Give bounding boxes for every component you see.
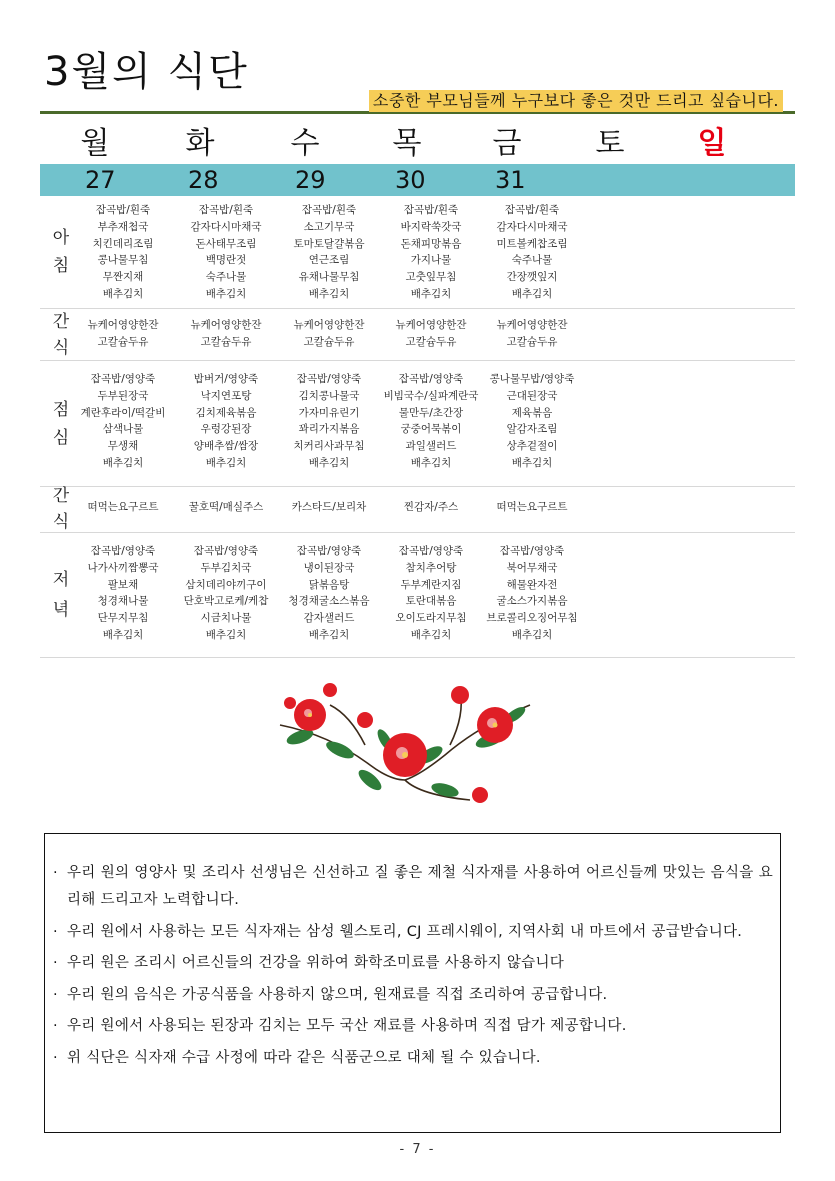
menu-item: 청경채나물	[97, 595, 149, 608]
menu-item: 잡곡밥/영양죽	[90, 545, 156, 557]
menu-item: 잡곡밥/영양죽	[398, 373, 464, 385]
menu-item: 배추김치	[205, 628, 247, 641]
menu-item: 굴소스가지볶음	[496, 595, 568, 608]
menu-cell	[274, 499, 384, 516]
section-dinner	[40, 533, 795, 658]
menu-cell	[274, 317, 384, 351]
menu-item: 숙주나물	[511, 254, 553, 267]
menu-item: 상추겉절이	[506, 440, 558, 453]
menu-item: 잡곡밥/흰죽	[198, 204, 254, 216]
meal-label: 저	[52, 570, 70, 590]
meal-label: 아	[52, 228, 70, 248]
date-thu: 30	[395, 166, 426, 194]
menu-item: 두부김치국	[200, 561, 252, 574]
menu-cell	[274, 371, 384, 472]
menu-item: 백명란젓	[205, 254, 247, 267]
menu-cell	[171, 317, 281, 351]
menu-item: 간장깻잎지	[506, 271, 558, 284]
day-sat: 토	[595, 126, 625, 161]
day-fri: 금	[492, 126, 522, 161]
section-lunch	[40, 361, 795, 487]
menu-item: 고칼슘두유	[405, 335, 457, 348]
date-fri: 31	[495, 166, 526, 194]
menu-item: 잡곡밥/영양죽	[296, 373, 362, 385]
menu-item: 감자샐러드	[303, 612, 355, 625]
menu-item: 시금치나물	[200, 612, 252, 625]
menu-item: 치커리사과무침	[293, 440, 365, 453]
day-wed: 수	[290, 126, 320, 161]
menu-item: 잡곡밥/흰죽	[95, 204, 151, 216]
menu-item: 잡곡밥/흰죽	[301, 204, 357, 216]
meal-label: 간	[52, 312, 70, 332]
menu-item: 뉴케어영양한잔	[190, 319, 262, 331]
meal-label: 식	[52, 338, 70, 358]
menu-item: 잡곡밥/영양죽	[499, 545, 565, 557]
menu-item: 고칼슘두유	[97, 335, 149, 348]
menu-item: 돈채피망볶음	[400, 237, 462, 250]
menu-item: 떠먹는요구르트	[496, 501, 568, 513]
menu-item: 고칼슘두유	[200, 335, 252, 348]
menu-item: 연근조림	[308, 254, 350, 267]
menu-item: 배추김치	[511, 628, 553, 641]
menu-item: 해물완자전	[506, 578, 558, 591]
menu-item: 과일샐러드	[405, 440, 457, 453]
menu-item: 삼치데리야끼구이	[185, 578, 267, 591]
menu-item: 우렁강된장	[200, 423, 252, 436]
menu-item: 비빔국수/실파계란국	[383, 389, 479, 402]
subtitle-bar	[40, 84, 795, 114]
menu-item: 고춧잎무침	[405, 271, 457, 284]
menu-item: 배추김치	[205, 456, 247, 469]
menu-cell	[376, 202, 486, 303]
menu-item: 토마토달걀볶음	[293, 237, 365, 250]
menu-item: 배추김치	[308, 628, 350, 641]
notice-item: · 우리 원에서 사용되는 된장과 김치는 모두 국산 재료를 사용하며 직접 담가 제공합니다.	[53, 1018, 627, 1034]
menu-item: 토란대볶음	[405, 595, 457, 608]
menu-item: 알감자조림	[506, 423, 558, 436]
menu-item: 배추김치	[102, 287, 144, 300]
menu-cell	[68, 371, 178, 472]
notice-item: · 우리 원의 음식은 가공식품을 사용하지 않으며, 원재료를 직접 조리하여 공급합니다.	[53, 986, 608, 1003]
section-snack-morning	[40, 309, 795, 361]
notice-box	[44, 833, 781, 1133]
menu-item: 배추김치	[102, 456, 144, 469]
day-thu: 목	[392, 126, 422, 161]
meal-label: 식	[52, 512, 70, 532]
day-tue: 화	[185, 126, 215, 161]
menu-item: 감자다시마채국	[190, 220, 262, 233]
menu-item: 북어무채국	[506, 561, 558, 574]
menu-item: 단호박고로케/케찹	[183, 595, 269, 608]
menu-item: 치킨데리조림	[92, 237, 154, 250]
notice-item: · 위 식단은 식자재 수급 사정에 따라 같은 식품군으로 대체 될 수 있습니다.	[53, 1049, 541, 1066]
menu-cell	[68, 202, 178, 303]
menu-item: 배추김치	[410, 456, 452, 469]
menu-item: 잡곡밥/영양죽	[90, 373, 156, 385]
menu-cell	[376, 499, 486, 516]
notice-item: · 우리 원은 조리시 어르신들의 건강을 위하여 화학조미료를 사용하지 않습니다	[53, 955, 565, 971]
menu-item: 잡곡밥/영양죽	[193, 545, 259, 557]
menu-item: 콩나물무밥/영양죽	[489, 373, 575, 385]
menu-item: 꽈리가지볶음	[298, 423, 360, 436]
menu-item: 낙지연포탕	[200, 389, 252, 402]
menu-item: 삼색나물	[102, 423, 144, 436]
menu-cell	[376, 317, 486, 351]
menu-item: 잡곡밥/영양죽	[296, 545, 362, 557]
menu-cell	[477, 371, 587, 472]
menu-cell	[68, 543, 178, 644]
menu-item: 청경채굴소스볶음	[288, 595, 370, 608]
menu-cell	[171, 202, 281, 303]
date-mon: 27	[85, 166, 116, 194]
weekday-header	[40, 124, 795, 164]
menu-item: 고칼슘두유	[506, 335, 558, 348]
menu-item: 냉이된장국	[303, 561, 355, 574]
menu-item: 물만두/초간장	[398, 406, 464, 419]
menu-item: 카스타드/보리차	[291, 501, 367, 513]
menu-item: 뉴케어영양한잔	[87, 319, 159, 331]
menu-item: 밥버거/영양죽	[193, 373, 259, 385]
menu-item: 제육볶음	[511, 406, 553, 419]
menu-item: 소고기무국	[303, 220, 355, 233]
menu-item: 배추김치	[511, 456, 553, 469]
menu-item: 김치콩나물국	[298, 389, 360, 402]
section-snack-afternoon	[40, 487, 795, 533]
day-mon: 월	[80, 126, 110, 161]
menu-item: 배추김치	[511, 287, 553, 300]
menu-item: 배추김치	[102, 628, 144, 641]
notice-list	[53, 860, 773, 1076]
menu-item: 뉴케어영양한잔	[496, 319, 568, 331]
menu-item: 뉴케어영양한잔	[293, 319, 365, 331]
menu-item: 콩나물무침	[97, 254, 149, 267]
flower-illustration	[270, 675, 540, 815]
meal-label: 심	[52, 428, 70, 448]
menu-item: 브로콜리오징어무침	[486, 612, 578, 625]
menu-item: 떠먹는요구르트	[87, 501, 159, 513]
subtitle: 소중한 부모님들께 누구보다 좋은 것만 드리고 싶습니다.	[369, 90, 783, 112]
menu-cell	[171, 499, 281, 516]
meal-label: 침	[52, 256, 70, 276]
section-breakfast	[40, 196, 795, 309]
menu-item: 두부계란지짐	[400, 578, 462, 591]
menu-item: 가지나물	[410, 254, 452, 267]
meal-label: 녁	[52, 600, 70, 620]
menu-item: 가자미유린기	[298, 406, 360, 419]
menu-item: 배추김치	[308, 456, 350, 469]
menu-item: 김치제육볶음	[195, 406, 257, 419]
meal-label: 점	[52, 400, 70, 420]
menu-item: 잡곡밥/흰죽	[504, 204, 560, 216]
menu-cell	[477, 202, 587, 303]
menu-item: 근대된장국	[506, 389, 558, 402]
menu-item: 바지락쑥갓국	[400, 220, 462, 233]
menu-item: 오이도라지무침	[395, 612, 467, 625]
menu-item: 배추김치	[410, 628, 452, 641]
meal-label: 간	[52, 486, 70, 506]
menu-item: 찐감자/주스	[403, 501, 459, 513]
menu-cell	[68, 499, 178, 516]
day-sun: 일	[697, 126, 727, 161]
menu-item: 궁중어묵볶이	[400, 423, 462, 436]
menu-cell	[274, 202, 384, 303]
menu-item: 두부된장국	[97, 389, 149, 402]
menu-cell	[274, 543, 384, 644]
menu-cell	[477, 499, 587, 516]
menu-item: 배추김치	[410, 287, 452, 300]
date-tue: 28	[188, 166, 219, 194]
menu-item: 잡곡밥/영양죽	[398, 545, 464, 557]
menu-item: 계란후라이/떡갈비	[80, 406, 166, 419]
menu-item: 닭볶음탕	[308, 578, 350, 591]
menu-item: 고칼슘두유	[303, 335, 355, 348]
menu-item: 팔보채	[107, 578, 139, 591]
menu-cell	[376, 543, 486, 644]
menu-item: 양배추쌈/쌈장	[193, 440, 259, 453]
menu-item: 미트볼케찹조림	[496, 237, 568, 250]
page-title: 3월의 식단	[44, 49, 249, 95]
menu-item: 배추김치	[308, 287, 350, 300]
menu-cell	[477, 543, 587, 644]
notice-item: · 우리 원의 영양사 및 조리사 선생님은 신선하고 질 좋은 제철 식자재를 사용하여 어르신들께 맛있는 음식을 요리해 드리고자 노력합니다.	[53, 865, 773, 908]
notice-item: · 우리 원에서 사용하는 모든 식자재는 삼성 웰스토리, CJ 프레시웨이, 지역사회 내 마트에서 공급받습니다.	[53, 923, 743, 940]
menu-item: 무생채	[107, 440, 139, 453]
menu-cell	[376, 371, 486, 472]
menu-item: 배추김치	[205, 287, 247, 300]
menu-item: 부추재첩국	[97, 220, 149, 233]
date-wed: 29	[295, 166, 326, 194]
menu-item: 뉴케어영양한잔	[395, 319, 467, 331]
menu-item: 유채나물무침	[298, 271, 360, 284]
menu-cell	[477, 317, 587, 351]
menu-item: 무짠지채	[102, 271, 144, 284]
date-band	[40, 164, 795, 196]
menu-item: 꿀호떡/매실주스	[188, 501, 264, 513]
menu-cell	[171, 543, 281, 644]
menu-item: 참치추어탕	[405, 561, 457, 574]
menu-item: 단무지무침	[97, 612, 149, 625]
menu-item: 잡곡밥/흰죽	[403, 204, 459, 216]
menu-item: 돈사태무조림	[195, 237, 257, 250]
menu-item: 숙주나물	[205, 271, 247, 284]
menu-item: 나가사끼짬뽕국	[87, 561, 159, 574]
menu-item: 감자다시마채국	[496, 220, 568, 233]
menu-cell	[68, 317, 178, 351]
menu-cell	[171, 371, 281, 472]
page-number: - 7 -	[399, 1142, 436, 1157]
